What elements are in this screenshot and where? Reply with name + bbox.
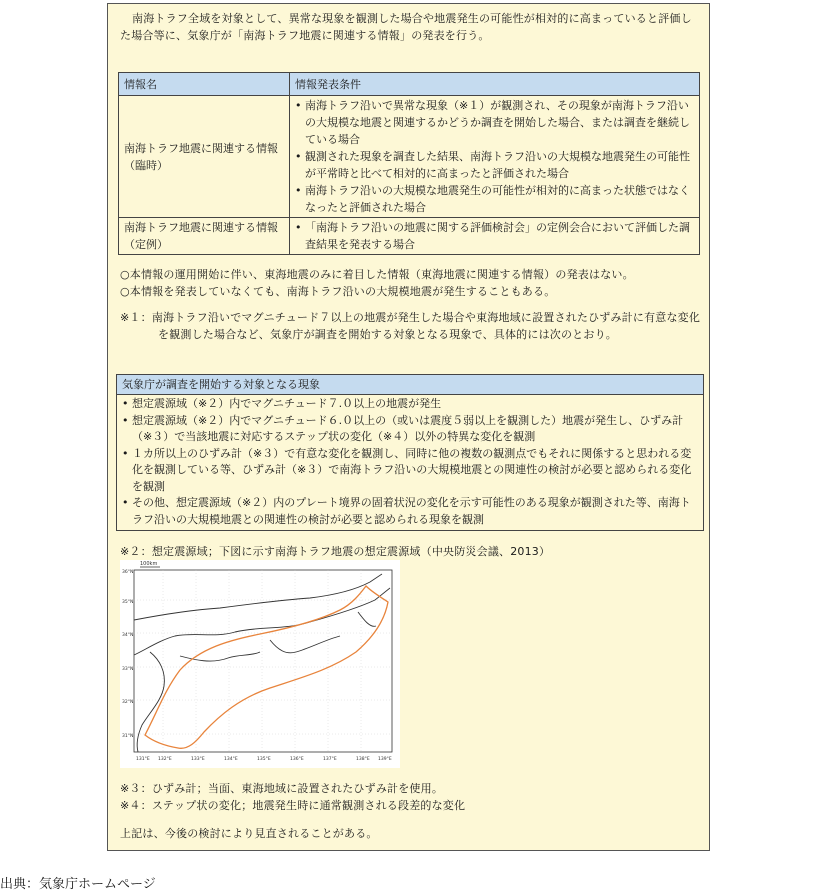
lat-label: 34°N: [122, 633, 134, 638]
footnote-4: ※４：ステップ状の変化；地震発生時に通常観測される段差的な変化: [120, 799, 466, 812]
lon-label: 138°E: [356, 757, 370, 762]
notes-block: [120, 266, 705, 300]
lat-label: 33°N: [122, 667, 134, 672]
intro-text: 南海トラフ全域を対象として、異常な現象を観測した場合や地震発生の可能性が相対的に高まっていると評価した場合等に、気象庁が「南海トラフ地震に関連する情報」の発表を行う。: [120, 12, 692, 42]
list-item: • 想定震源域（※２）内でマグニチュード７.０以上の地震が発生: [122, 397, 442, 410]
info-table: [118, 72, 700, 255]
footnote-3: ※３：ひずみ計；当面、東海地域に設置されたひずみ計を使用。: [120, 782, 444, 795]
footnotes-bottom: [120, 780, 705, 842]
map-frame: [134, 570, 392, 752]
table-row: [119, 218, 700, 255]
source-region-map: [120, 560, 400, 768]
condition-item: • 南海トラフ沿いの大規模な地震発生の可能性が相対的に高まった状態ではなくなったと評価された場合: [295, 184, 690, 214]
header-info-name: 情報名: [119, 73, 290, 96]
lon-label: 134°E: [224, 757, 238, 762]
lon-label: 135°E: [257, 757, 271, 762]
header-conditions: 情報発表条件: [290, 73, 700, 96]
row-conditions: [290, 218, 700, 255]
phenomena-list: [117, 395, 703, 530]
lat-label: 31°N: [122, 734, 134, 739]
phenomena-header: 気象庁が調査を開始する対象となる現象: [117, 375, 703, 395]
lon-label: 139°E: [378, 757, 392, 762]
info-panel: [107, 3, 710, 851]
map-svg: [120, 560, 400, 768]
footnote-1: ※１：南海トラフ沿いでマグニチュード７以上の地震が発生した場合や東海地域に設置されたひずみ計に有意な変化を観測した場合など、気象庁が調査を開始する対象となる現象で、具体的には次のとおり。: [120, 311, 701, 341]
row-name: 南海トラフ地震に関連する情報（臨時）: [119, 96, 290, 218]
list-item: • １カ所以上のひずみ計（※３）で有意な変化を観測し、同時に他の複数の観測点でもそれに関係すると思われる変化を観測している等、ひずみ計（※３）で南海トラフ沿いの大規模地震との関連性の検討が必要と認められる変化を観測: [122, 446, 692, 493]
revision-note: 上記は、今後の検討により見直されることがある。: [120, 827, 378, 840]
lat-label: 32°N: [122, 700, 134, 705]
lon-label: 131°E: [136, 757, 150, 762]
row-name: 南海トラフ地震に関連する情報（定例）: [119, 218, 290, 255]
list-item: • その他、想定震源域（※２）内のプレート境界の固着状況の変化を示す可能性のある現象が観測された等、南海トラフ沿いの大規模地震との関連性の検討が必要と認められる現象を観測: [122, 496, 691, 526]
condition-item: • 観測された現象を調査した結果、南海トラフ沿いの大規模な地震発生の可能性が平常時と比べて相対的に高まったと評価された場合: [295, 150, 690, 180]
condition-item: • 「南海トラフ沿いの地震に関する評価検討会」の定例会合において評価した調査結果を発表する場合: [295, 221, 690, 251]
lon-label: 133°E: [191, 757, 205, 762]
condition-item: • 南海トラフ沿いで異常な現象（※１）が観測され、その現象が南海トラフ沿いの大規模な地震と関連するかどうか調査を開始した場合、または調査を継続している場合: [295, 99, 690, 146]
lon-label: 132°E: [158, 757, 172, 762]
lat-label: 36°N: [122, 570, 134, 575]
phenomena-box: [116, 374, 704, 531]
row-conditions: [290, 96, 700, 218]
lat-label: 35°N: [122, 600, 134, 605]
lon-label: 136°E: [290, 757, 304, 762]
note-line: ○本情報を発表していなくても、南海トラフ沿いの大規模地震が発生することもある。: [120, 285, 556, 298]
source-credit: 出典：気象庁ホームページ: [0, 877, 156, 892]
lon-label: 137°E: [323, 757, 337, 762]
table-row: [119, 96, 700, 218]
scale-label: 100km: [140, 561, 158, 567]
note-line: ○本情報の運用開始に伴い、東海地震のみに着目した情報（東海地震に関連する情報）の発表はない。: [120, 268, 634, 281]
footnote-2: ※２：想定震源域；下図に示す南海トラフ地震の想定震源域（中央防災会議、2013）: [120, 545, 551, 558]
table-header-row: [119, 73, 700, 96]
list-item: • 想定震源域（※２）内でマグニチュード６.０以上の（或いは震度５弱以上を観測した）地震が発生し、ひずみ計（※３）で当該地震に対応するステップ状の変化（※４）以外の特異な変化を観測: [122, 413, 684, 443]
